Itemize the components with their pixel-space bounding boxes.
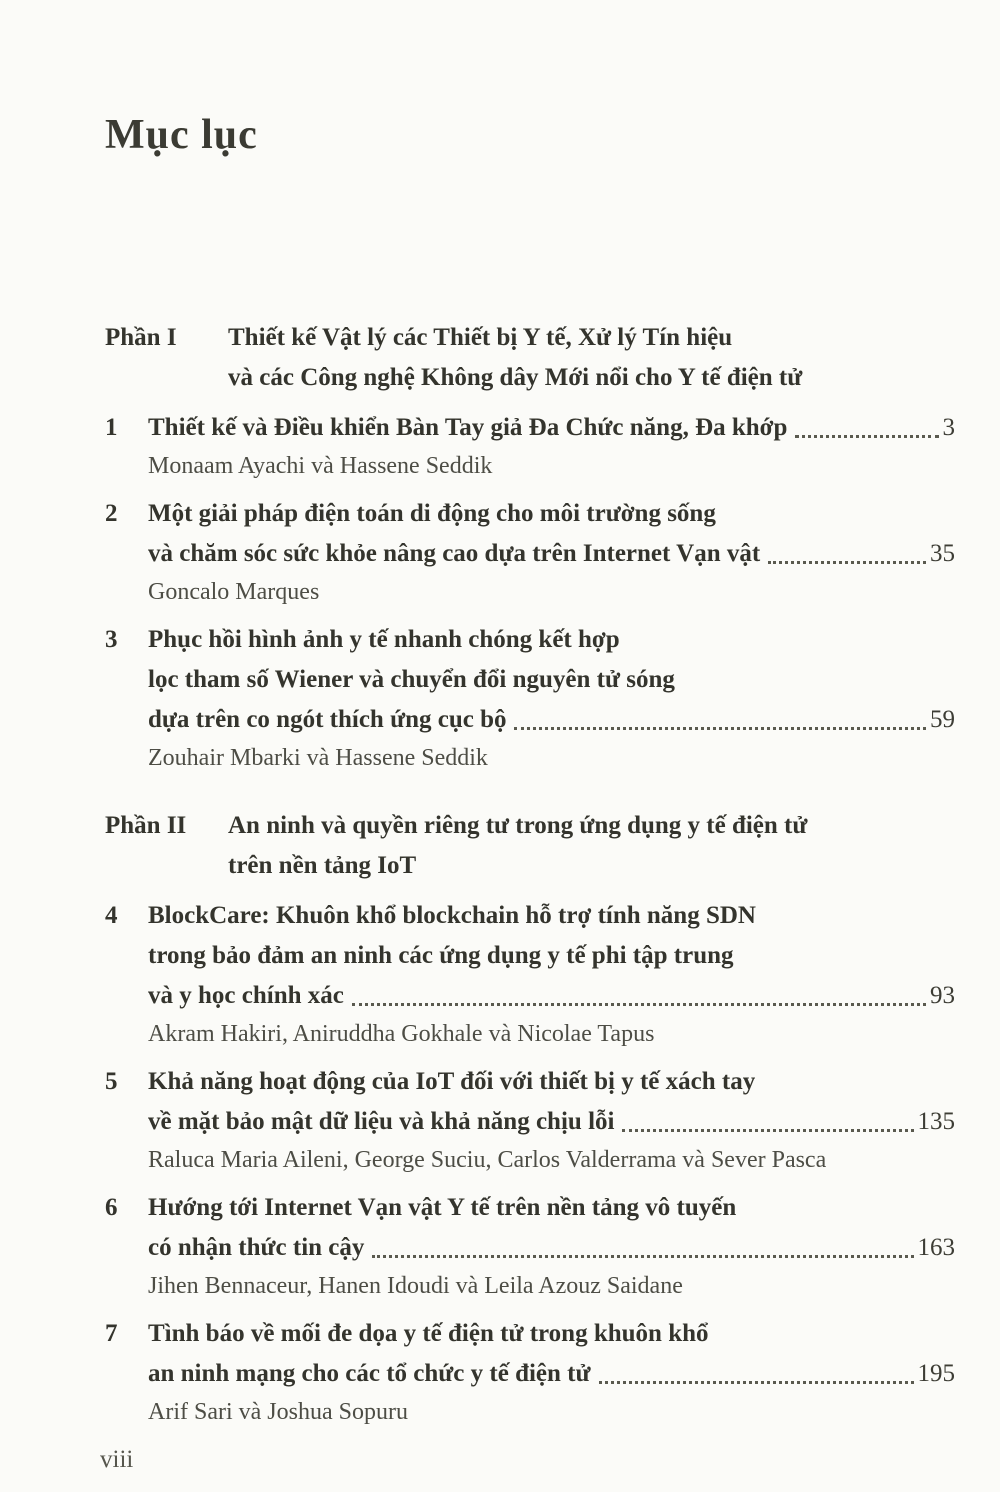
dot-leader — [768, 561, 926, 564]
chapter-authors: Monaam Ayachi và Hassene Seddik — [148, 453, 493, 479]
chapter-authors: Arif Sari và Joshua Sopuru — [148, 1399, 408, 1425]
section-header-1 — [105, 318, 955, 398]
page-number: 93 — [930, 982, 955, 1009]
toc-entry-chapter-6 — [105, 1188, 955, 1304]
chapter-body — [148, 1314, 955, 1430]
chapter-title-line: có nhận thức tin cậy — [148, 1234, 365, 1261]
section-title-line: trên nền tảng IoT — [228, 852, 417, 879]
dot-leader — [372, 1255, 913, 1258]
chapter-title-line: Phục hồi hình ảnh y tế nhanh chóng kết hợp — [148, 626, 620, 653]
chapter-body — [148, 1062, 955, 1178]
chapter-title-line: và chăm sóc sức khỏe nâng cao dựa trên Internet Vạn vật — [148, 540, 761, 567]
chapter-title-row — [148, 976, 955, 1016]
page-title: Mục lục — [105, 112, 258, 158]
chapter-title-line: trong bảo đảm an ninh các ứng dụng y tế phi tập trung — [148, 942, 734, 969]
page-number: 59 — [930, 706, 955, 733]
chapter-title-line: Thiết kế và Điều khiển Bàn Tay giả Đa Chức năng, Đa khớp — [148, 414, 788, 441]
chapter-body — [148, 494, 955, 610]
page-number: 195 — [917, 1360, 955, 1387]
chapter-title-row — [148, 1354, 955, 1394]
chapter-title-line: dựa trên co ngót thích ứng cục bộ — [148, 706, 507, 733]
chapter-title-row — [148, 1102, 955, 1142]
section-label: Phần I — [105, 324, 177, 351]
section-title-line: và các Công nghệ Không dây Mới nổi cho Y tế điện tử — [228, 364, 803, 391]
section-title — [228, 318, 955, 398]
section-header-2 — [105, 806, 955, 886]
page-footer: viii — [100, 1446, 134, 1473]
section-label: Phần II — [105, 812, 187, 839]
toc-entry-chapter-1 — [105, 408, 955, 484]
toc-entry-chapter-5 — [105, 1062, 955, 1178]
chapter-title-line: Hướng tới Internet Vạn vật Y tế trên nền tảng vô tuyến — [148, 1194, 737, 1221]
dot-leader — [622, 1129, 913, 1132]
page-number: 135 — [917, 1108, 955, 1135]
chapter-body — [148, 896, 955, 1052]
dot-leader — [352, 1003, 926, 1006]
toc-entry-chapter-3 — [105, 620, 955, 776]
dot-leader — [795, 435, 938, 438]
chapter-title-row — [148, 700, 955, 740]
dot-leader — [514, 727, 926, 730]
chapter-authors: Jihen Bennaceur, Hanen Idoudi và Leila Azouz Saidane — [148, 1273, 683, 1299]
chapter-title-line: Một giải pháp điện toán di động cho môi trường sống — [148, 500, 716, 527]
toc-entry-chapter-7 — [105, 1314, 955, 1430]
chapter-body — [148, 620, 955, 776]
page-number: 163 — [917, 1234, 955, 1261]
chapter-number: 5 — [105, 1068, 118, 1095]
chapter-number: 4 — [105, 902, 118, 929]
chapter-title-row — [148, 1228, 955, 1268]
toc-entry-chapter-4 — [105, 896, 955, 1052]
chapter-number: 2 — [105, 500, 118, 527]
section-title-line: An ninh và quyền riêng tư trong ứng dụng y tế điện tử — [228, 812, 808, 839]
chapter-authors: Goncalo Marques — [148, 579, 320, 605]
chapter-title-row — [148, 534, 955, 574]
chapter-title-line: Khả năng hoạt động của IoT đối với thiết bị y tế xách tay — [148, 1068, 756, 1095]
toc-entry-chapter-2 — [105, 494, 955, 610]
chapter-authors: Zouhair Mbarki và Hassene Seddik — [148, 745, 488, 771]
chapter-number: 1 — [105, 414, 118, 441]
chapter-body — [148, 408, 955, 484]
chapter-authors: Raluca Maria Aileni, George Suciu, Carlos Valderrama và Sever Pasca — [148, 1147, 827, 1173]
chapter-title-line: và y học chính xác — [148, 982, 344, 1009]
chapter-title-line: an ninh mạng cho các tổ chức y tế điện tử — [148, 1360, 591, 1387]
chapter-title-line: BlockCare: Khuôn khổ blockchain hỗ trợ tính năng SDN — [148, 902, 756, 929]
chapter-number: 7 — [105, 1320, 118, 1347]
chapter-title-line: Tình báo về mối đe dọa y tế điện tử trong khuôn khổ — [148, 1320, 709, 1347]
page-number: 35 — [930, 540, 955, 567]
section-title — [228, 806, 955, 886]
chapter-authors: Akram Hakiri, Aniruddha Gokhale và Nicolae Tapus — [148, 1021, 655, 1047]
section-title-line: Thiết kế Vật lý các Thiết bị Y tế, Xử lý Tín hiệu — [228, 324, 733, 351]
chapter-title-row — [148, 408, 955, 448]
dot-leader — [599, 1381, 914, 1384]
chapter-number: 6 — [105, 1194, 118, 1221]
page-number: 3 — [942, 414, 955, 441]
chapter-body — [148, 1188, 955, 1304]
chapter-title-line: lọc tham số Wiener và chuyển đổi nguyên tử sóng — [148, 666, 675, 693]
chapter-title-line: về mặt bảo mật dữ liệu và khả năng chịu lỗi — [148, 1108, 615, 1135]
chapter-number: 3 — [105, 626, 118, 653]
